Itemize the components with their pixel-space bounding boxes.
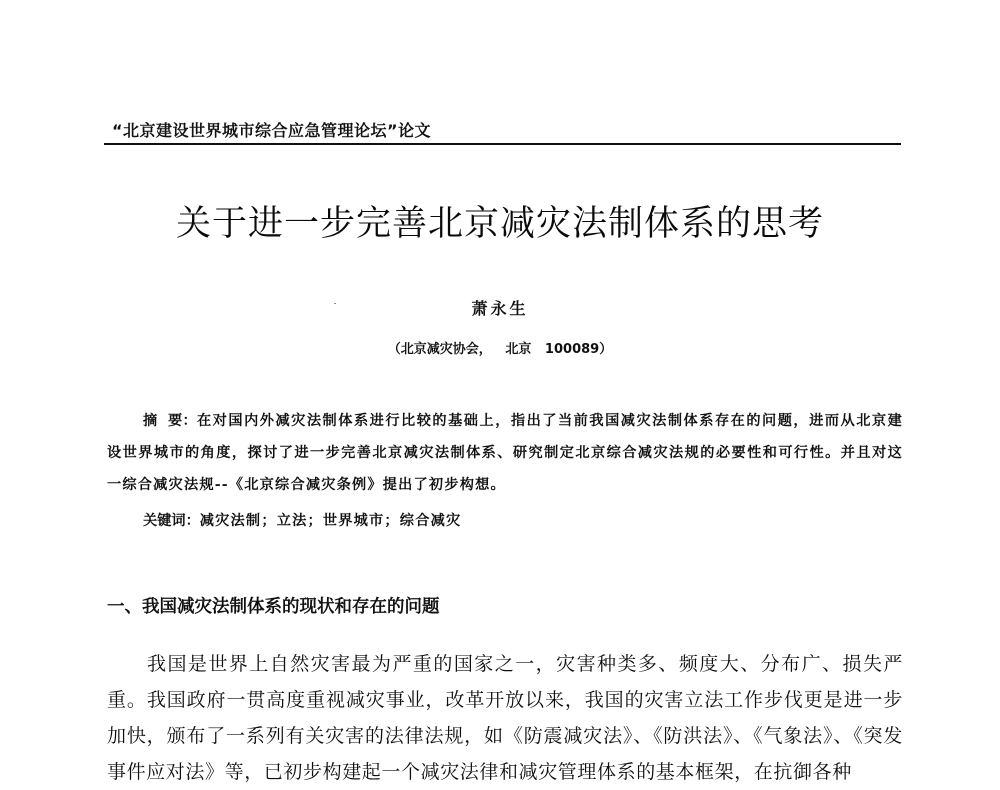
section-heading: 一、我国减灾法制体系的现状和存在的问题 bbox=[107, 597, 440, 617]
abstract-label: 摘 要： bbox=[143, 413, 197, 429]
keywords-text: 减灾法制；立法；世界城市；综合减灾 bbox=[199, 513, 462, 529]
running-head: “北京建设世界城市综合应急管理论坛”论文 bbox=[112, 121, 432, 140]
author-affiliation: （北京减灾协会， 北京 100089） bbox=[387, 342, 613, 357]
author-name: 萧永生 bbox=[471, 299, 529, 318]
keywords-block bbox=[143, 510, 461, 530]
abstract-block bbox=[107, 405, 903, 501]
body-paragraph: 我国是世界上自然灾害最为严重的国家之一，灾害种类多、频度大、分布广、损失严重。我国政府一贯高度重视减灾事业，改革开放以来，我国的灾害立法工作步伐更是进一步加快，颁布了一系列有关灾害的法律法规，如《防震减灾法》、《防洪法》、《气象法》、《突发事件应对法》等，已初步构建起一个减灾法律和减灾管理体系的基本框架，在抗御各种 bbox=[107, 653, 903, 783]
header-rule-divider bbox=[104, 143, 901, 145]
paper-title: 关于进一步完善北京减灾法制体系的思考 bbox=[175, 204, 824, 244]
abstract-text: 在对国内外减灾法制体系进行比较的基础上，指出了当前我国减灾法制体系存在的问题，进而从北京建设世界城市的角度，探讨了进一步完善北京减灾法制体系、研究制定北京综合减灾法规的必要性和可行性。并且对这一综合减灾法规--《北京综合减灾条例》提出了初步构想。 bbox=[107, 413, 903, 493]
keywords-label: 关键词： bbox=[143, 513, 200, 529]
